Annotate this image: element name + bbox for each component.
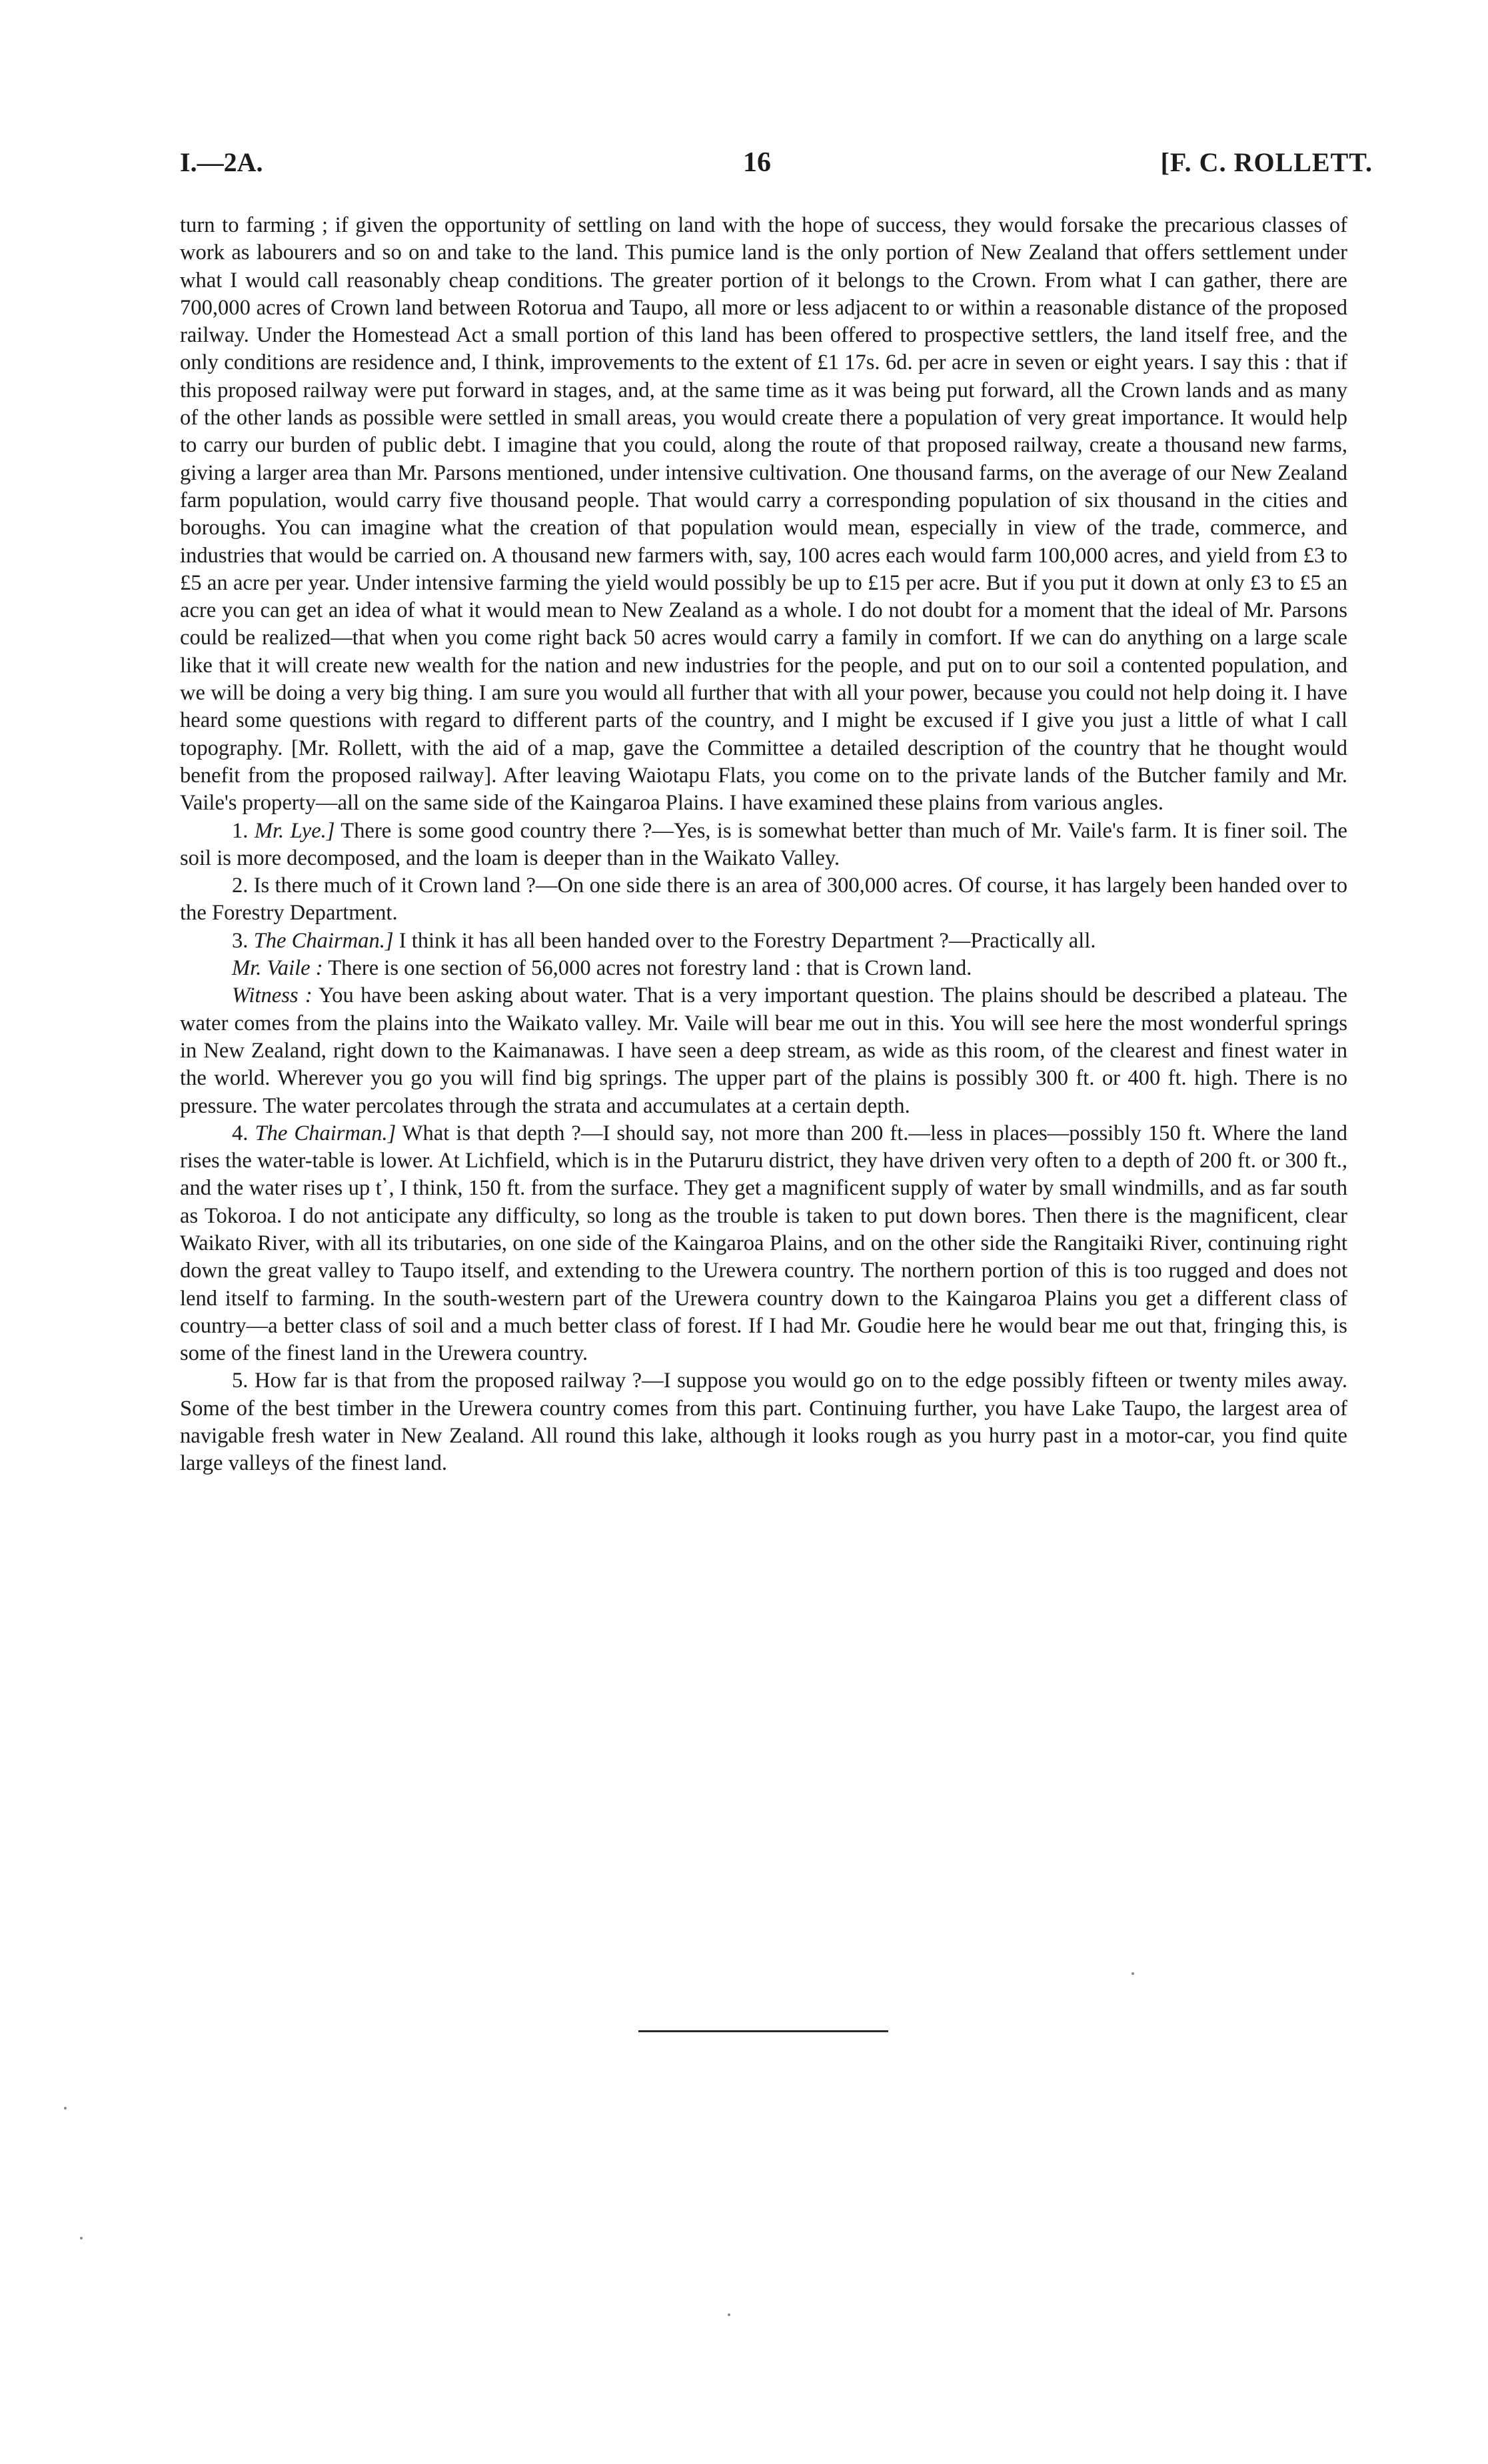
question-text: What is that depth ?—I should say, not more than 200 ft.—less in places—possibly 150 ft. Where the land rises the water-table is lower. At Lichfield, which is in the Putaruru district, they have driven very often to a depth of 200 ft. or 300 ft., and the water rises up t᾽, I think, 150 ft. from the surface. They get a magnificent supply of water by small windmills, and as far south as Tokoroa. I do not anticipate any difficulty, so long as the trouble is taken to put down bores. Then there is the magnificent, clear Waikato River, with all its tributaries, on one side of the Kaingaroa Plains, and on the other side the Rangitaiki River, continuing right down the great valley to Taupo itself, and extending to the Urewera country. The northern portion of this is too rugged and does not lend itself to farming. In the south-western part of the Urewera country down to the Kaingaroa Plains you get a different class of country—a better class of soil and a much better class of forest. If I had Mr. Goudie here he would bear me out that, fringing this, is some of the finest land in the Urewera country. — [180, 1121, 1347, 1366]
statement-text: You have been asking about water. That is a very important question. The plains should be described a plateau. The water comes from the plains into the Waikato valley. Mr. Vaile will bear me out in this. You will see here the most wonderful springs in New Zealand, right down to the Kaimanawas. I have seen a deep stream, as wide as this room, of the clearest and finest water in the world. Wherever you go you will find big springs. The upper part of the plains is possibly 300 ft. or 400 ft. high. There is no pressure. The water percolates through the strata and accumulates at a certain depth. — [180, 983, 1347, 1118]
question-3 — [180, 927, 1347, 955]
page-header — [180, 147, 1373, 187]
end-rule — [638, 2030, 888, 2032]
speaker-name: The Chairman.] — [255, 1121, 396, 1145]
question-text: I think it has all been handed over to the Forestry Department ?—Practically all. — [393, 928, 1096, 953]
speaker-name: Witness : — [232, 983, 313, 1008]
speaker-name: Mr. Lye.] — [254, 818, 335, 843]
witness-statement — [180, 982, 1347, 1119]
body-text — [180, 212, 1347, 1478]
scan-speck — [728, 2313, 730, 2316]
paper-reference: I.—2A. — [180, 147, 263, 177]
remark-text: There is one section of 56,000 acres not forestry land : that is Crown land. — [323, 956, 972, 981]
scan-speck — [80, 2237, 83, 2239]
scan-speck — [1131, 1972, 1134, 1975]
question-number: 4. — [232, 1121, 249, 1145]
question-text: There is some good country there ?—Yes, is is somewhat better than much of Mr. Vaile's farm. It is finer soil. The soil is more decomposed, and the loam is deeper than in the Waikato Valley. — [180, 818, 1347, 870]
question-number: 1. — [232, 818, 249, 843]
witness-name-header: [F. C. ROLLETT. — [1160, 147, 1373, 177]
question-2: 2. Is there much of it Crown land ?—On one side there is an area of 300,000 acres. Of course, it has largely been handed over to the Forestry Department. — [180, 874, 1347, 925]
question-number: 3. — [232, 928, 249, 953]
scan-speck — [64, 2107, 67, 2110]
page-number: 16 — [743, 147, 771, 178]
question-1 — [180, 818, 1347, 873]
question-4 — [180, 1120, 1347, 1368]
vaile-remark — [180, 955, 1347, 982]
speaker-name: Mr. Vaile : — [232, 956, 323, 981]
speaker-name: The Chairman.] — [253, 928, 394, 953]
paragraph-continuation: turn to farming ; if given the opportunity of settling on land with the hope of success, they would forsake the precarious classes of work as labourers and so on and take to the land. This pumice land is the only portion of New Zealand that offers settlement under what I would call reasonably cheap conditions. The greater portion of it belongs to the Crown. From what I can gather, there are 700,000 acres of Crown land between Rotorua and Taupo, all more or less adjacent to or within a reasonable distance of the proposed railway. Under the Homestead Act a small portion of this land has been offered to prospective settlers, the land itself free, and the only conditions are residence and, I think, improvements to the extent of £1 17s. 6d. per acre in seven or eight years. I say this : that if this proposed railway were put forward in stages, and, at the same time as it was being put forward, all the Crown lands and as many of the other lands as possible were settled in small areas, you would create there a population of very great importance. It would help to carry our burden of public debt. I imagine that you could, along the route of that proposed railway, create a thousand new farms, giving a larger area than Mr. Parsons mentioned, under intensive cultivation. One thousand farms, on the average of our New Zealand farm population, would carry five thousand people. That would carry a corresponding population of six thousand in the cities and boroughs. You can imagine what the creation of that population would mean, especially in view of the trade, commerce, and industries that would be carried on. A thousand new farmers with, say, 100 acres each would farm 100,000 acres, and yield from £3 to £5 an acre per year. Under intensive farming the yield would possibly be up to £15 per acre. But if you put it down at only £3 to £5 an acre you can get an idea of what it would mean to New Zealand as a whole. I do not doubt for a moment that the ideal of Mr. Parsons could be realized—that when you come right back 50 acres would carry a family in comfort. If we can do anything on a large scale like that it will create new wealth for the nation and new industries for the people, and put on to our soil a contented population, and we will be doing a very big thing. I am sure you would all further that with all your power, because you could not help doing it. I have heard some questions with regard to different parts of the country, and I might be excused if I give you just a little of what I call topography. [Mr. Rollett, with the aid of a map, gave the Committee a detailed description of the country that he thought would benefit from the proposed railway]. After leaving Waiotapu Flats, you come on to the private lands of the Butcher family and Mr. Vaile's property—all on the same side of the Kaingaroa Plains. I have examined these plains from various angles. — [180, 213, 1347, 816]
question-5: 5. How far is that from the proposed railway ?—I suppose you would go on to the edge possibly fifteen or twenty miles away. Some of the best timber in the Urewera country comes from this part. Continuing further, you have Lake Taupo, the largest area of navigable fresh water in New Zealand. All round this lake, although it looks rough as you hurry past in a motor-car, you find quite large valleys of the finest land. — [180, 1369, 1347, 1476]
